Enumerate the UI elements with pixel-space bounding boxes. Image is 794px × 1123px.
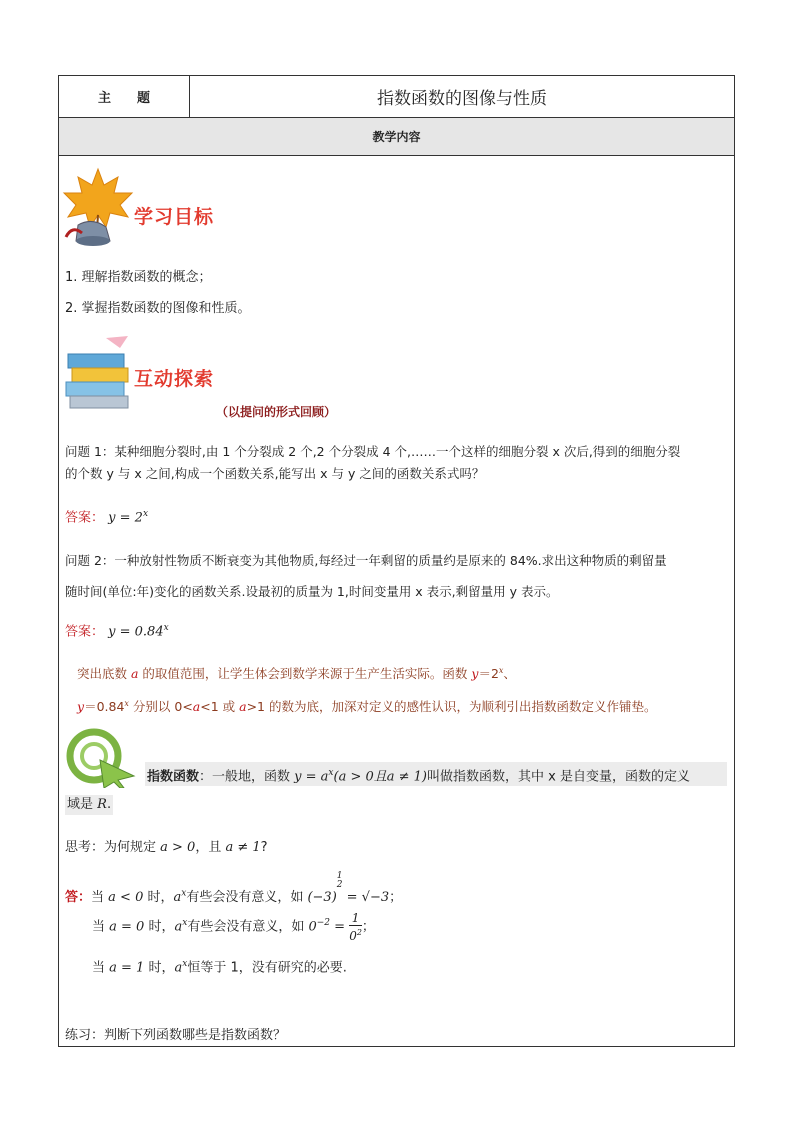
definition-term: 指数函数 (147, 769, 200, 785)
think-answer-2: 当 a = 0 时，$a^x$有些会没有意义，如 $0^{-2}$ = $\frac{1}{0^2}$ ； (92, 911, 375, 943)
section-label: 教学内容 (59, 118, 734, 156)
answer-2-exponent: x (163, 623, 169, 633)
q-cursor-icon (64, 728, 136, 788)
question-2-line-1: 问题 2：一种放射性物质不断衰变为其他物质,每经过一年剩留的质量约是原来的 84%.求出这种物质的剩留量 (65, 553, 667, 568)
banner-note: （以提问的形式回顾） (216, 405, 337, 419)
books-icon (62, 334, 142, 410)
answer-1 (65, 504, 148, 528)
definition-line-1: 指数函数：一般地，函数 $y = a^x(a > 0$且a ≠ 1)叫做指数函数，其中 x 是自变量，函数的定义 (147, 768, 690, 785)
teaching-note-line-1: 突出底数 a 的取值范围，让学生体会到数学来源于生产生活实际。函数 $y=2^x$、 (77, 666, 516, 682)
topic-label: 主 题 (59, 76, 190, 117)
banner-title-objectives: 学习目标 (134, 206, 215, 228)
definition-line-2: 域是 R. (65, 795, 113, 815)
exercise-prompt: 练习：判断下列函数哪些是指数函数？ (65, 1028, 287, 1043)
answer-1-exponent: x (142, 509, 149, 519)
answer-2 (65, 618, 169, 642)
answer-1-label: 答案： (65, 510, 105, 526)
objective-item-1: 1. 理解指数函数的概念； (65, 270, 212, 285)
question-1-line-1: 问题 1：某种细胞分裂时,由 1 个分裂成 2 个,2 个分裂成 4 个,……一个这样的细胞分裂 x 次后,得到的细胞分裂 (65, 444, 681, 459)
maple-leaf-bell-icon (62, 167, 134, 249)
think-question: 思考：为何规定 a > 0，且 a ≠ 1? (65, 840, 268, 855)
answer-2-label: 答案： (65, 624, 105, 640)
topic-row (59, 76, 734, 118)
answer-1-formula: y = 2 (108, 510, 143, 526)
think-answer-1: 答：当 a < 0 时，$a^x$有些会没有意义，如 (−3)1 2 = √−3； (65, 871, 403, 905)
answer-2-formula: y = 0.84 (108, 624, 164, 640)
objective-item-2: 2. 掌握指数函数的图像和性质。 (65, 301, 251, 316)
think-answer-3: 当 a = 1 时，$a^x$恒等于 1，没有研究的必要. (92, 959, 347, 976)
banner-title-explore: 互动探索 (134, 368, 215, 390)
topic-value: 指数函数的图像与性质 (377, 89, 547, 109)
think-answer-label: 答： (65, 890, 92, 905)
question-1-line-2: 的个数 y 与 x 之间,构成一个函数关系,能写出 x 与 y 之间的函数关系式吗？ (65, 466, 485, 481)
teaching-note-line-2: $y=0.84^x$ 分别以 0<a<1 或 a>1 的数为底，加深对定义的感性认识，为顺利引出指数函数定义作铺垫。 (77, 699, 657, 715)
question-2-line-2: 随时间(单位:年)变化的函数关系.设最初的质量为 1,时间变量用 x 表示,剩留量用 y 表示。 (65, 584, 559, 599)
